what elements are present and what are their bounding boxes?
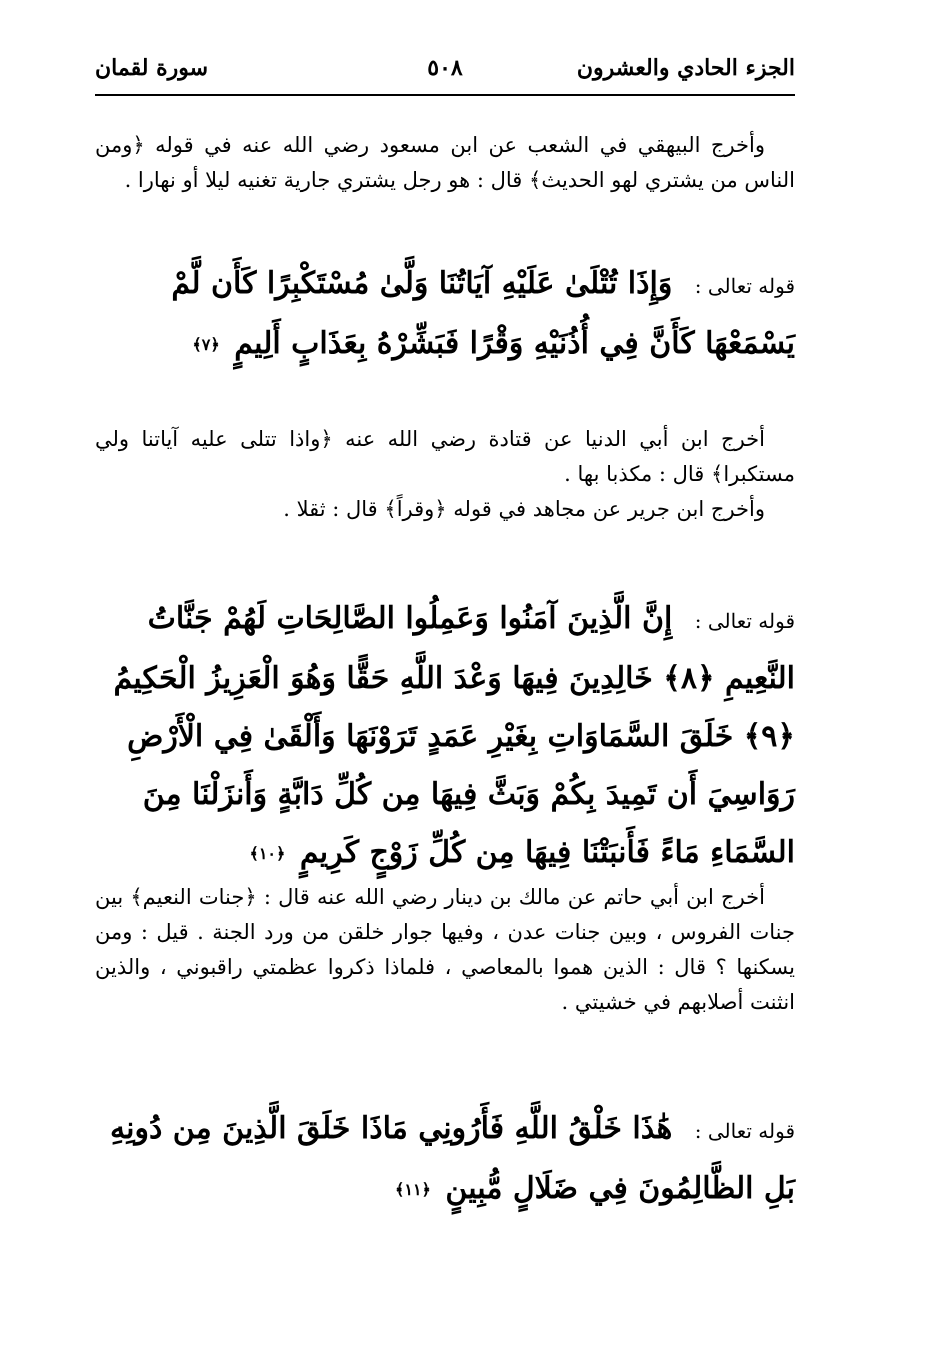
verse-text: إِنَّ الَّذِينَ آمَنُوا وَعَمِلُوا الصَّالِحَاتِ لَهُمْ جَنَّاتُ النَّعِيمِ ﴿٨﴾ خَالِدِينَ فِيهَا وَعْدَ اللَّهِ حَقًّا وَهُوَ الْعَزِيزُ الْحَكِيمُ ﴿٩﴾ خَلَقَ السَّمَاوَاتِ بِغَيْرِ عَمَدٍ تَرَوْنَهَا وَأَلْقَىٰ فِي الْأَرْضِ رَوَاسِيَ أَن تَمِيدَ بِكُمْ وَبَثَّ فِيهَا مِن كُلِّ دَابَّةٍ وَأَنزَلْنَا مِنَ السَّمَاءِ مَاءً فَأَنبَتْنَا فِيهَا مِن كُلِّ زَوْجٍ كَرِيمٍ	[113, 601, 795, 870]
verse-lead: قوله تعالى :	[694, 609, 795, 633]
verse-lead: قوله تعالى :	[694, 274, 795, 298]
page-number: ٥٠٨	[427, 55, 463, 81]
verse-lead: قوله تعالى :	[694, 1119, 795, 1143]
verse-text: وَإِذَا تُتْلَىٰ عَلَيْهِ آيَاتُنَا وَلَّىٰ مُسْتَكْبِرًا كَأَن لَّمْ يَسْمَعْهَا كَأَنَّ فِي أُذُنَيْهِ وَقْرًا فَبَشِّرْهُ بِعَذَابٍ أَلِيمٍ	[171, 266, 795, 361]
paragraph-4: أخرج ابن أبي حاتم عن مالك بن دينار رضي الله عنه قال : ﴿جنات النعيم﴾ بين جنات الفروس ، وبين جنات عدن ، وفيها جوار خلقن من ورد الجنة . قيل : ومن يسكنها ؟ قال : الذين هموا بالمعاصي ، فلماذا ذكروا عظمتي راقبوني ، والذين انثنت أصلابهم في خشيتي .	[95, 885, 795, 1014]
page-header	[95, 48, 795, 88]
paragraph-2: أخرج ابن أبي الدنيا عن قتادة رضي الله عنه ﴿واذا تتلى عليه آياتنا ولي مستكبرا﴾ قال : مكذبا بها . وأخرج ابن جرير عن مجاهد في قوله ﴿وقراً﴾ قال : ثقلا .	[95, 422, 795, 527]
verse-block-3	[95, 1100, 795, 1219]
surah-title: سورة لقمان	[95, 55, 209, 81]
paragraph-3: وأخرج ابن جرير عن مجاهد في قوله ﴿وقراً﴾ قال : ثقلا .	[283, 497, 765, 521]
paragraph-1: وأخرج البيهقي في الشعب عن ابن مسعود رضي الله عنه في قوله ﴿ومن الناس من يشتري لهو الحديث﴾ قال : هو رجل يشتري جارية تغنيه ليلا أو نهارا .	[95, 133, 795, 192]
verse-block-2	[95, 590, 795, 883]
header-rule	[95, 94, 795, 96]
verse-number-mark: ﴿١٠﴾	[249, 844, 286, 863]
verse-number-mark: ﴿١١﴾	[394, 1180, 431, 1199]
verse-number-mark: ﴿٧﴾	[192, 335, 220, 354]
verse-block-1	[95, 255, 795, 374]
verse-text: هَٰذَا خَلْقُ اللَّهِ فَأَرُونِي مَاذَا خَلَقَ الَّذِينَ مِن دُونِهِ بَلِ الظَّالِمُونَ فِي ضَلَالٍ مُّبِينٍ	[110, 1111, 795, 1206]
part-title: الجزء الحادي والعشرون	[576, 55, 795, 81]
